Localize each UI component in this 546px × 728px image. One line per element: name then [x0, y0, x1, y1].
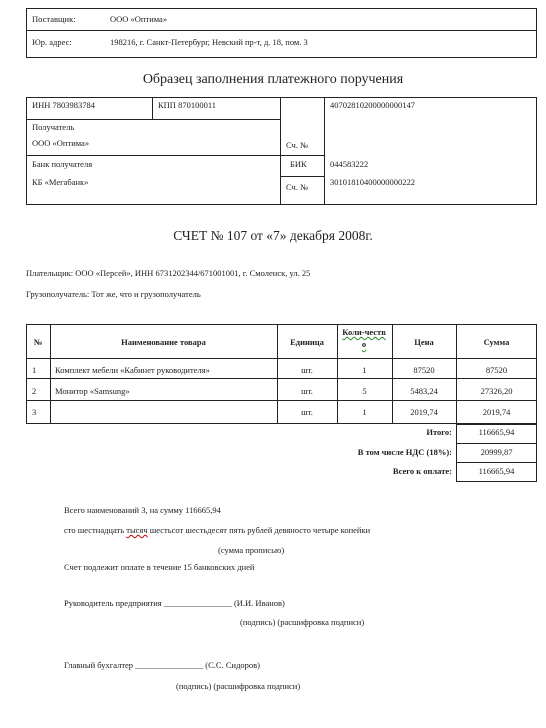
director-signature-line: Руководитель предприятия ________________ (И.И. Иванов) — [64, 598, 285, 608]
vat-value: 20999,87 — [480, 447, 513, 457]
row-2-name: Монитор «Samsung» — [55, 386, 130, 396]
col-header-unit: Единица — [290, 337, 324, 347]
row-3-sum: 2019,74 — [482, 407, 511, 417]
vat-label: В том числе НДС (18%): — [357, 447, 452, 457]
table-row-line-1 — [26, 378, 537, 379]
bank-details-block — [26, 97, 537, 205]
row-3-price: 2019,74 — [410, 407, 438, 417]
col-header-sum: Сумма — [483, 337, 510, 347]
corr-account-value: 30101810400000000222 — [330, 177, 415, 187]
inn: ИНН 7803983784 — [32, 100, 96, 110]
amount-words-prefix: сто шестнадцать — [64, 525, 127, 535]
row-1-unit: шт. — [301, 365, 313, 375]
row-1-quantity: 1 — [362, 365, 367, 375]
kpp: КПП 870100011 — [158, 100, 217, 110]
invoice-title: СЧЕТ № 107 от «7» декабря 2008г. — [173, 228, 373, 243]
row-3-unit: шт. — [301, 407, 313, 417]
row-3-number: 3 — [32, 407, 37, 417]
sample-title: Образец заполнения платежного поручения — [142, 72, 404, 87]
col-header-quantity: Коли-чество — [342, 327, 386, 349]
recipient-account: 40702810200000000147 — [330, 100, 415, 110]
supplier-label: Поставщик: — [32, 14, 76, 24]
amount-words-flagged: тысяч — [126, 525, 148, 535]
supplier-value: ООО «Оптима» — [110, 14, 168, 24]
recipient-label: Получатель — [32, 122, 75, 132]
payment-terms: Счет подлежит оплате в течение 15 банковских дней — [64, 562, 255, 572]
row-1-name: Комплект мебели «Кабинет руководителя» — [55, 365, 210, 375]
amount-in-words — [64, 525, 370, 535]
amount-words-suffix: шестьсот шестьдесят пять рублей девяносто четыре копейки — [147, 525, 371, 535]
total-label: Итого: — [426, 427, 452, 437]
bank-label: Банк получателя — [32, 159, 93, 169]
bank-value: КБ «Мегабанк» — [32, 177, 89, 187]
row-3-quantity: 1 — [362, 407, 367, 417]
accountant-signature-caption: (подпись) (расшифровка подписи) — [176, 681, 301, 691]
account-label: Сч. № — [286, 140, 309, 150]
bank-vline-2 — [280, 97, 281, 205]
bank-vline-3 — [324, 97, 325, 205]
row-1-sum: 87520 — [485, 365, 508, 375]
due-label: Всего к оплате: — [392, 466, 452, 476]
consignee-line: Грузополучатель: Тот же, что и грузополучатель — [26, 289, 201, 299]
col-header-name: Наименование товара — [121, 337, 206, 347]
bik-value: 044583222 — [330, 159, 369, 169]
bank-hline-1 — [26, 119, 280, 120]
accountant-signature-line: Главный бухгалтер ________________ (С.С. Сидоров) — [64, 660, 260, 670]
table-row-line-2 — [26, 400, 537, 401]
supplier-block — [26, 8, 537, 58]
row-2-number: 2 — [32, 386, 37, 396]
supplier-divider — [26, 30, 537, 31]
supplier-address-label: Юр. адрес: — [32, 37, 72, 47]
due-value: 116665,94 — [478, 466, 515, 476]
bank-hline-2 — [26, 155, 324, 156]
total-value: 116665,94 — [478, 427, 515, 437]
recipient-value: ООО «Оптима» — [32, 138, 90, 148]
row-2-unit: шт. — [301, 386, 313, 396]
items-summary: Всего наименований 3, на сумму 116665,94 — [64, 505, 221, 515]
row-1-price: 87520 — [413, 365, 435, 375]
amount-words-caption: (сумма прописью) — [218, 545, 285, 555]
row-2-sum: 27326,20 — [480, 386, 513, 396]
bik-label: БИК — [290, 159, 307, 169]
supplier-address-value: 198216, г. Санкт-Петербург, Невский пр-т, д. 18, пом. 3 — [110, 37, 308, 47]
col-header-number: № — [33, 337, 43, 347]
col-header-price: Цена — [414, 337, 434, 347]
row-1-number: 1 — [32, 365, 37, 375]
row-2-price: 5483,24 — [410, 386, 438, 396]
table-header-line — [26, 358, 537, 359]
row-2-quantity: 5 — [362, 386, 367, 396]
bank-hline-3 — [280, 176, 324, 177]
director-signature-caption: (подпись) (расшифровка подписи) — [240, 617, 365, 627]
payer-line: Плательщик: ООО «Персей», ИНН 6731202344/671001001, г. Смоленск, ул. 25 — [26, 268, 311, 278]
bank-vline-1 — [152, 97, 153, 119]
corr-account-label: Сч. № — [286, 182, 309, 192]
